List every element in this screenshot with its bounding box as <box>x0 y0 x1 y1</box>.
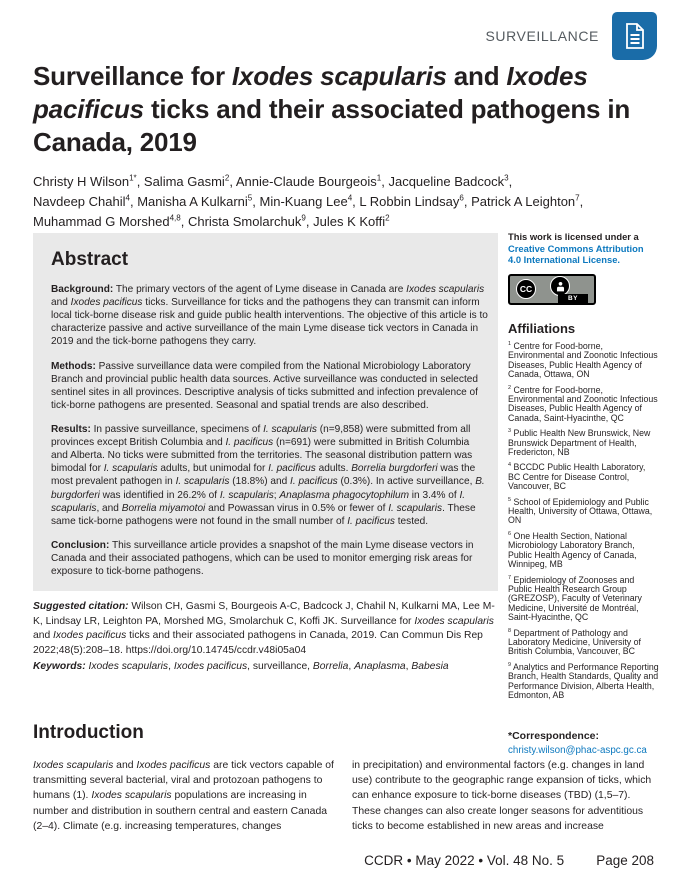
journal-info: CCDR • May 2022 • Vol. 48 No. 5 <box>364 853 565 868</box>
correspondence-block <box>508 730 659 756</box>
suggested-citation: Suggested citation: Wilson CH, Gasmi S, Bourgeois A-C, Badcock J, Chahil N, Kulkarni MA, Lee M-K, Lindsay LR, Leighton PA, Morshed MG, Smolarchuk C, Koffi JK. Surveillance for Ixodes scapularis and Ixodes pacificus ticks and their associated pathogens in Canada, 2019. Can Commun Dis Rep 2022;48(5):208–18. https://doi.org/10.14745/ccdr.v48i05a04 <box>33 601 495 657</box>
by-label: BY <box>558 294 588 303</box>
affiliation-item: $^8$ Department of Pathology and Laboratory Medicine, University of British Columbia, Vancouver, BC <box>508 627 641 657</box>
introduction-columns <box>33 758 657 834</box>
surveillance-document-icon <box>612 12 657 60</box>
affiliation-item: $^7$ Epidemiology of Zoonoses and Public Health Research Group (GREZOSP), Faculty of Veterinary Medicine, Université de Montréal, Saint-Hyacinthe, QC <box>508 574 642 623</box>
article-title: Surveillance for Ixodes scapularis and Ixodes pacificus ticks and their associated pathogens in Canada, 2019 <box>33 61 631 157</box>
intro-paragraph-right: in precipitation) and environmental factors (e.g. changes in land use) contribute to the geographic range expansion of ticks, which can enhance exposure to tick-borne diseases (TBD) (1,5–7). These changes can also create longer seasons for adventitious ticks to become established in new areas and increase <box>352 760 652 832</box>
affiliation-item: $^9$ Analytics and Performance Reporting Branch, Health Standards, Quality and Performance Division, Alberta Health, Edmonton, AB <box>508 661 659 700</box>
cc-icon: CC <box>516 279 536 299</box>
abstract-results: Results: In passive surveillance, specimens of I. scapularis (n=9,858) were submitted from all provinces except British Columbia and I. pacificus (n=691) were submitted in British Columbia and Alberta. No ticks were submitted from the territories. The seasonal distribution pattern was bimodal for I. scapularis adults, but unimodal for I. pacificus adults. Borrelia burgdorferi was the most prevalent pathogen in I. scapularis (18.8%) and I. pacificus (0.3%). In active surveillance, B. burgdorferi was identified in 26.2% of I. scapularis; Anaplasma phagocytophilum in 3.4% of I. scapularis, and Borrelia miyamotoi and Powassan virus in 0.5% or fewer of I. scapularis. These same tick-borne pathogens were not found in the small number of I. pacificus tested. <box>51 423 485 527</box>
cc-by-badge <box>508 274 596 305</box>
abstract-box <box>33 233 498 591</box>
affiliations-heading: Affiliations <box>508 320 576 336</box>
affiliation-item: $^1$ Centre for Food-borne, Environmental and Zoonotic Infectious Diseases, Public Health Agency of Canada, Ottawa, ON <box>508 340 658 380</box>
keywords-line: Keywords: Ixodes scapularis, Ixodes pacificus, surveillance, Borrelia, Anaplasma, Babesia <box>33 660 449 672</box>
sidebar <box>508 231 659 756</box>
article-header <box>485 12 657 60</box>
affiliation-item: $^4$ BCCDC Public Health Laboratory, BC Centre for Disease Control, Vancouver, BC <box>508 462 646 492</box>
abstract-heading: Abstract <box>51 249 129 270</box>
abstract-conclusion: Conclusion: This surveillance article provides a snapshot of the main Lyme disease vectors in Canada and their associated pathogens, which can be used to monitor emerging risk areas for exposure to tick-borne pathogens. <box>51 539 474 578</box>
affiliation-item: $^3$ Public Health New Brunswick, New Brunswick Department of Health, Fredericton, NB <box>508 428 651 458</box>
affiliation-item: $^5$ School of Epidemiology and Public Health, University of Ottawa, Ottawa, ON <box>508 496 653 526</box>
affiliation-item: $^2$ Centre for Food-borne, Environmental and Zoonotic Infectious Diseases, Public Health Agency of Canada, Saint-Hyacinthe, QC <box>508 384 658 423</box>
affiliation-item: $^6$ One Health Section, National Microbiology Laboratory Branch, Public Health Agency of Canada, Winnipeg, MB <box>508 530 637 570</box>
license-link[interactable]: Creative Commons Attribution 4.0 International License. <box>508 242 644 266</box>
page-footer <box>0 853 690 868</box>
abstract-background: Background: The primary vectors of the agent of Lyme disease in Canada are Ixodes scapularis and Ixodes pacificus ticks. Surveillance for ticks and the pathogens they can transmit can inform local tick-borne disease risk and guide public health interventions. The objective of this article is to characterize passive and active surveillance of the main Lyme disease tick vectors in Canada in 2019 and the tick-borne pathogens they carry. <box>51 284 488 348</box>
introduction-heading: Introduction <box>33 722 144 743</box>
person-icon-glyph <box>554 280 567 293</box>
page-number: Page 208 <box>596 853 654 868</box>
abstract-methods: Methods: Passive surveillance data were compiled from the National Microbiology Laboratory Branch and provincial public health data sources. Active surveillance was conducted in selected sentinel sites in all provinces. Descriptive analysis of ticks submitted and infection prevalence of tick-borne pathogens are presented. Seasonal and spatial trends are also described. <box>51 360 478 411</box>
left-column <box>33 233 498 674</box>
correspondence-email-link[interactable]: christy.wilson@phac-aspc.gc.ca <box>508 745 647 757</box>
authors-list: Christy H Wilson$^{1*}$, Salima Gasmi$^2$, Annie-Claude Bourgeois$^1$, Jacqueline Badcock$^3$, Navdeep Chahil$^4$, Manisha A Kulkarni$^5$, Min-Kuang Lee$^4$, L Robbin Lindsay$^6$, Patrick A Leighton$^7$, Muhammad G Morshed$^{4,8}$, Christa Smolarchuk$^9$, Jules K Koffi$^2$ <box>33 173 584 229</box>
intro-paragraph-left: Ixodes scapularis and Ixodes pacificus are tick vectors capable of transmitting several bacterial, viral and protozoan pathogens to humans (1). Ixodes scapularis populations are increasing in number and distribution in southern central and eastern Canada (2–4). Climate (e.g. increasing temperatures, changes <box>33 760 334 832</box>
license-note <box>508 231 659 266</box>
category-label: SURVEILLANCE <box>485 28 599 44</box>
license-text: This work is licensed under a <box>508 231 639 242</box>
correspondence-label: *Correspondence: <box>508 730 600 743</box>
document-icon <box>623 22 647 50</box>
